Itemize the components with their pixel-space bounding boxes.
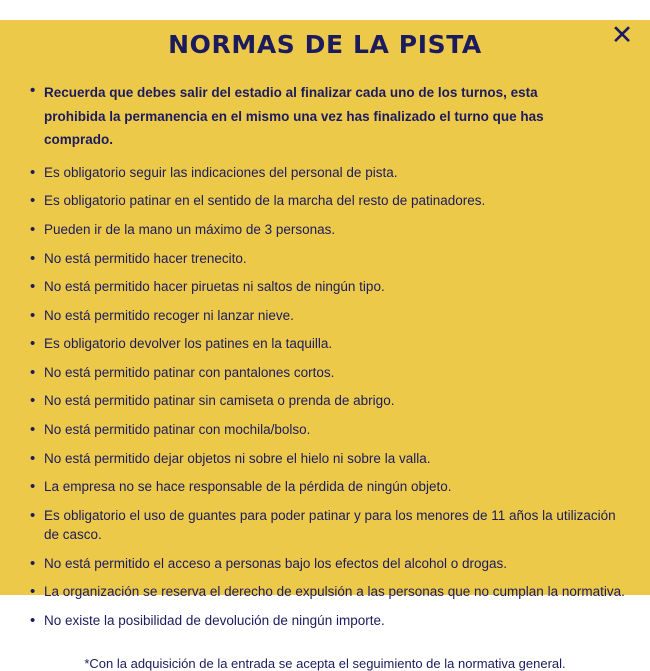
list-item: • Es obligatorio el uso de guantes para poder patinar y para los menores de 11 años la utilización de casco. <box>30 506 628 545</box>
list-item: • No está permitido recoger ni lanzar nieve. <box>30 306 628 326</box>
list-item: • No está permitido dejar objetos ni sobre el hielo ni sobre la valla. <box>30 449 628 469</box>
list-item: • Pueden ir de la mano un máximo de 3 personas. <box>30 220 628 240</box>
list-item: • No está permitido el acceso a personas bajo los efectos del alcohol o drogas. <box>30 554 628 574</box>
page-title: NORMAS DE LA PISTA <box>168 30 482 59</box>
list-item: • Es obligatorio patinar en el sentido de la marcha del resto de patinadores. <box>30 191 628 211</box>
list-item: • No está permitido patinar sin camiseta o prenda de abrigo. <box>30 391 628 411</box>
list-item: • La empresa no se hace responsable de la pérdida de ningún objeto. <box>30 477 628 497</box>
close-icon[interactable]: ✕ <box>610 20 634 51</box>
rules-modal <box>0 20 650 671</box>
footnote-text: *Con la adquisición de la entrada se acepta el seguimiento de la normativa general. <box>84 656 566 671</box>
list-item: • No está permitido hacer piruetas ni saltos de ningún tipo. <box>30 277 628 297</box>
list-item: • Recuerda que debes salir del estadio al finalizar cada uno de los turnos, esta prohibida la permanencia en el mismo una vez has finalizado el turno que has comprado. <box>30 81 628 152</box>
list-item: • No está permitido patinar con mochila/bolso. <box>30 420 628 440</box>
rules-list <box>0 81 650 630</box>
list-item: • Es obligatorio devolver los patines en la taquilla. <box>30 334 628 354</box>
list-item: • No está permitido hacer trenecito. <box>30 249 628 269</box>
list-item: • La organización se reserva el derecho de expulsión a las personas que no cumplan la normativa. <box>30 582 628 602</box>
list-item: • Es obligatorio seguir las indicaciones del personal de pista. <box>30 163 628 183</box>
list-item: • No existe la posibilidad de devolución de ningún importe. <box>30 611 628 631</box>
list-item: • No está permitido patinar con pantalones cortos. <box>30 363 628 383</box>
